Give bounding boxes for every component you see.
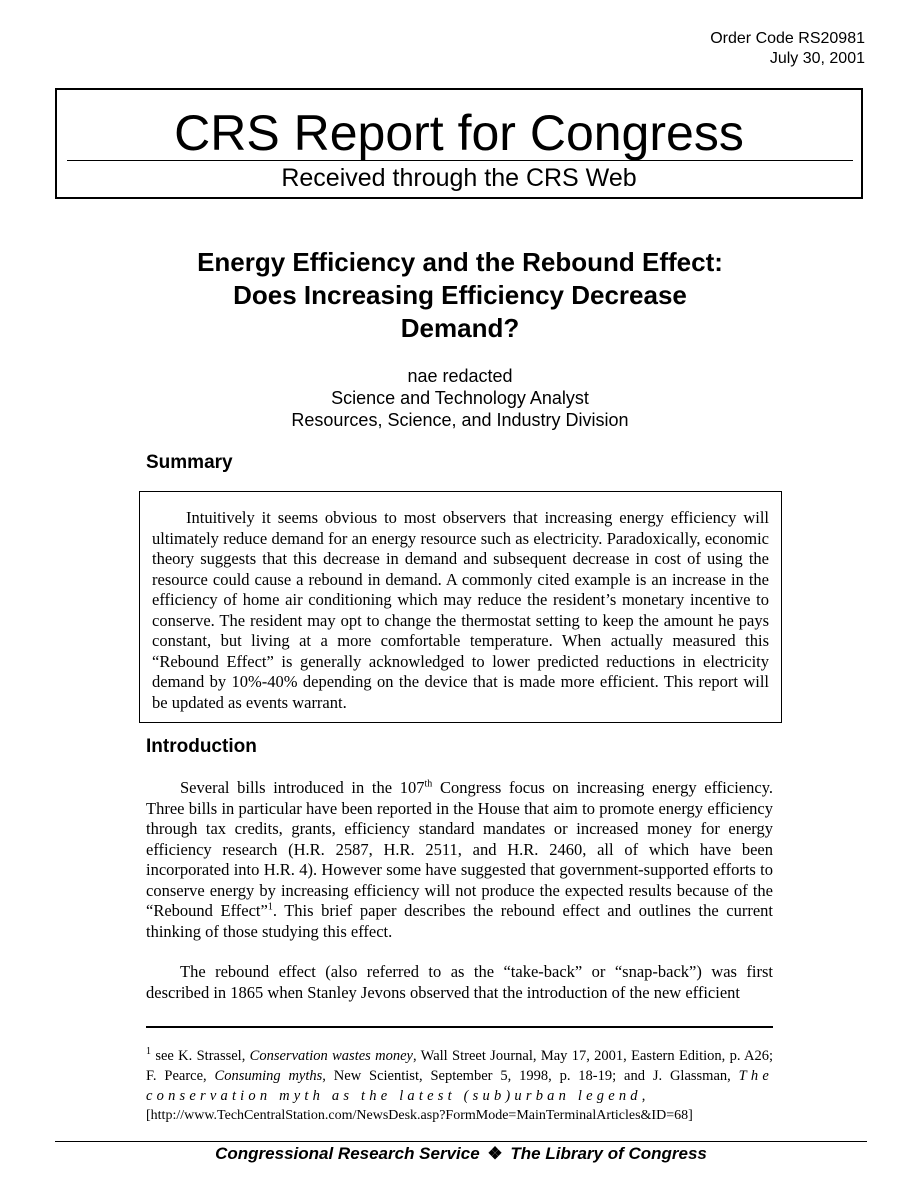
footnote-marker: 1 (146, 1046, 151, 1058)
footnote-citation-title-1: Conservation wastes money (249, 1048, 413, 1064)
footnote-citation-2: , New Scientist, September 5, 1998, p. 18-19; and J. Glassman, (322, 1068, 739, 1084)
footer-library-name: The Library of Congress (510, 1144, 707, 1163)
summary-heading: Summary (146, 452, 233, 473)
crs-report-title: CRS Report for Congress (174, 105, 744, 161)
author-position: Science and Technology Analyst (331, 388, 589, 408)
footnote-lead: see K. Strassel, (151, 1048, 250, 1064)
footer-crs-name: Congressional Research Service (215, 1144, 480, 1163)
footnote-citation-3: , (641, 1088, 646, 1104)
intro-p1-part-c: . This brief paper describes the rebound effect and outlines the current thinking of those studying this effect. (146, 901, 773, 941)
order-info (710, 29, 865, 69)
title-line-3: Demand? (400, 313, 520, 343)
footnote-citation-1: , Wall Street Journal, May 17, 2001, Eastern Edition, p. A26; F. Pearce, (146, 1048, 773, 1084)
introduction-body (146, 778, 773, 1003)
report-date: July 30, 2001 (769, 50, 865, 67)
title-line-1: Energy Efficiency and the Rebound Effect: (197, 247, 723, 277)
author-division: Resources, Science, and Industry Division (291, 410, 629, 430)
introduction-paragraph-2: The rebound effect (also referred to as the “take-back” or “snap-back”) was first described in 1865 when Stanley Jevons observed that the introduction of the new efficient (146, 962, 773, 1002)
footnote-citation-title-3: The conservation myth as the latest (sub)urban legend (146, 1068, 773, 1104)
summary-box (139, 491, 782, 723)
introduction-heading: Introduction (146, 736, 257, 757)
footnote-citation-title-2: Consuming myths (214, 1068, 323, 1084)
intro-p1-part-b: Congress focus on increasing energy efficiency. Three bills in particular have been reported in the House that aim to promote energy efficiency through tax credits, grants, efficiency standard mandates or increased money for energy efficiency research (H.R. 2587, H.R. 2511, and H.R. 2460, all of which have been incorporated into H.R. 4). However some have suggested that government-supported efforts to conserve energy by increasing efficiency will not produce the expected results because of the “Rebound Effect” (146, 778, 773, 920)
footer-divider (55, 1141, 867, 1142)
title-line-2: Does Increasing Efficiency Decrease (233, 280, 687, 310)
footnote-1 (146, 1046, 773, 1126)
intro-p1-part-a: Several bills introduced in the 107 (180, 778, 425, 797)
footnote-url: [http://www.TechCentralStation.com/NewsDesk.asp?FormMode=MainTerminalArticles&ID=68] (146, 1108, 693, 1123)
footnote-reference: 1 (267, 901, 273, 913)
document-title (120, 246, 800, 345)
page-footer (55, 1143, 867, 1165)
diamond-separator-icon: ❖ (487, 1144, 503, 1163)
author-name: nae redacted (407, 366, 513, 386)
introduction-paragraph-1 (146, 778, 773, 942)
report-header-box (55, 88, 863, 199)
ordinal-suffix: th (424, 778, 433, 790)
crs-report-subtitle: Received through the CRS Web (281, 164, 637, 192)
footnote-divider (146, 1026, 773, 1028)
author-block (120, 365, 800, 431)
header-divider (67, 160, 853, 161)
summary-text: Intuitively it seems obvious to most observers that increasing energy efficiency will ultimately reduce demand for an energy resource such as electricity. Paradoxically, economic theory suggests that this decrease in demand and subsequent decrease in cost of using the resource could cause a rebound in demand. A commonly cited example is an increase in the efficiency of home air conditioning which may reduce the resident’s monetary incentive to conserve. The resident may opt to change the thermostat setting to keep the amount he pays constant, but living at a more comfortable temperature. When actually measured this “Rebound Effect” is generally acknowledged to lower predicted reductions in electricity demand by 10%-40% depending on the device that is made more efficient. This report will be updated as events warrant. (152, 508, 769, 712)
order-code: Order Code RS20981 (710, 30, 865, 47)
